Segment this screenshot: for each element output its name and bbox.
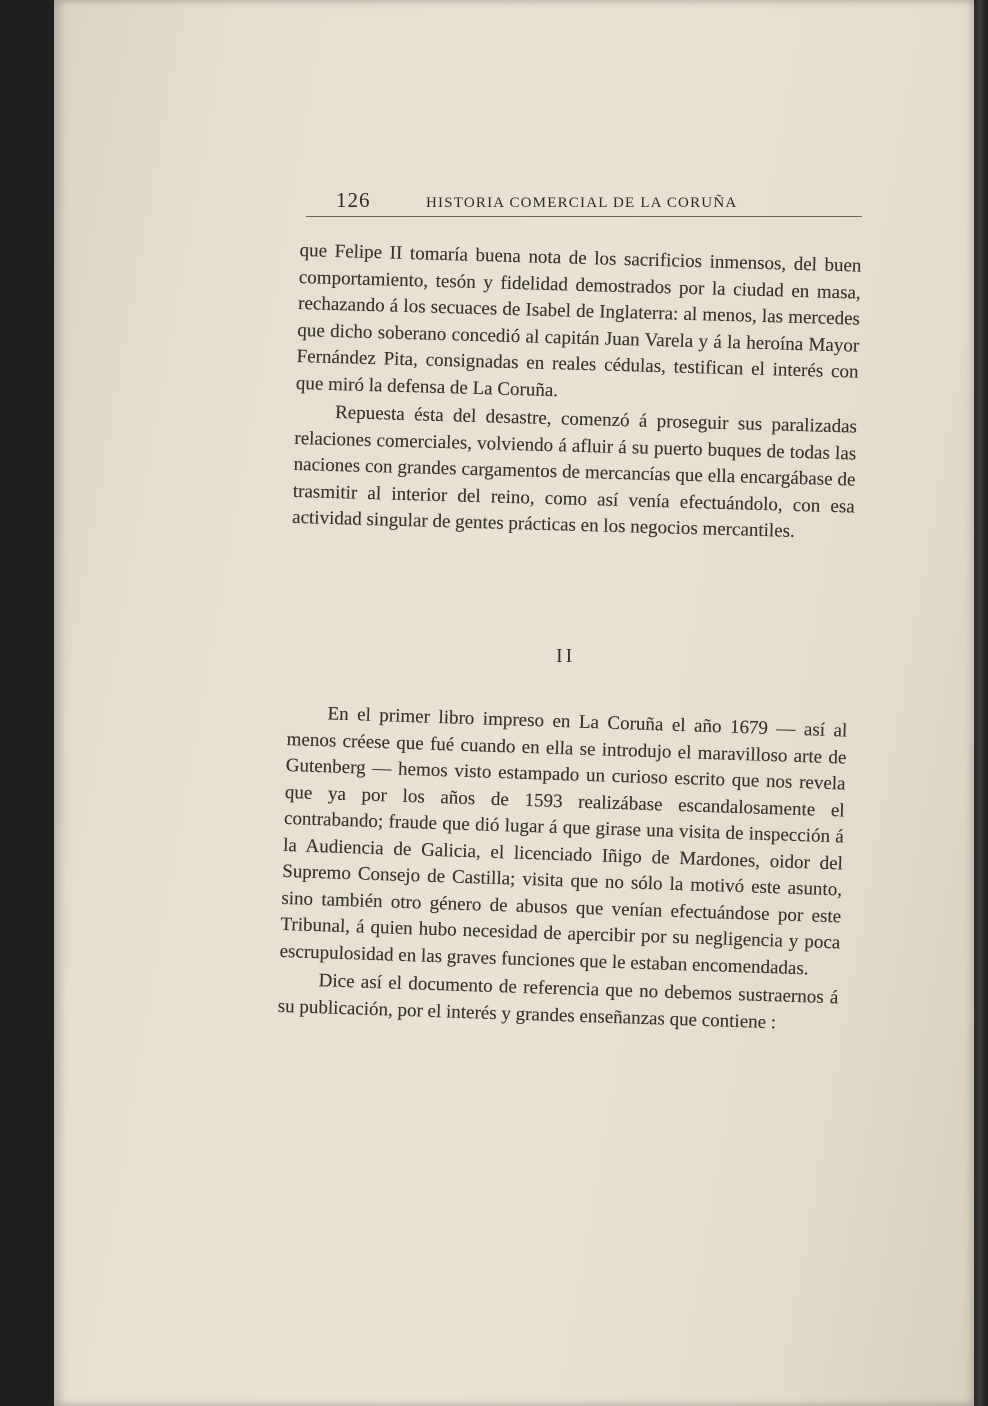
text-block-bottom (277, 700, 847, 1040)
page-number: 126 (336, 188, 371, 212)
text-block-top (292, 238, 862, 549)
paragraph-repuesta: Repuesta ésta del desastre, comenzó á proseguir sus paralizadas relaciones comerciales, volviendo á afluir á su puerto buques de todas las naciones con grandes cargamentos de mercancías que ella encargábase de trasmitir al interior del reino, como así venía efectuándolo, con esa actividad singular de gentes prácticas en los negocios mercantiles. (291, 402, 858, 542)
paragraph-primer-libro: En el primer libro impreso en La Coruña el año 1679 — así al menos créese que fué cuando en ella se introdujo el maravilloso arte de Gutenberg — hemos visto estampado un curioso escrito que nos revela que ya por los años de 1593 realizábase escandalosamente el contrabando; fraude que dió lugar á que girase una visita de inspección á la Audiencia de Galicia, el licenciado Iñigo de Mardones, oidor del Supremo Consejo de Castilla; visita que no sólo la motivó este asunto, sino también otro género de abusos que venían efectuándose por este Tribunal, á quien hubo necesidad de apercibir por su negligencia y poca escrupulosidad en las graves funciones que le estaban encomendadas. (279, 703, 848, 979)
paragraph-continuation: que Felipe II tomaría buena nota de los sacrificios inmensos, del buen comportamiento, tesón y fidelidad demostrados por la ciudad en masa, rechazando á los secuaces de Isabel de Inglaterra: al menos, las mercedes que dicho soberano concedió al capitán Juan Varela y á la heroína Mayor Fernández Pita, consignadas en reales cédulas, testifican el interés con que miró la defensa de La Coruña. (295, 239, 862, 401)
running-head: HISTORIA COMERCIAL DE LA CORUÑA (426, 195, 738, 211)
section-heading: II (556, 645, 576, 667)
paragraph-dice-asi: Dice así el documento de referencia que no debemos sustraernos á su publicación, por el interés y grandes enseñanzas que contiene : (277, 970, 839, 1033)
page-header (306, 186, 862, 217)
page-edge-shadow (974, 0, 988, 1406)
